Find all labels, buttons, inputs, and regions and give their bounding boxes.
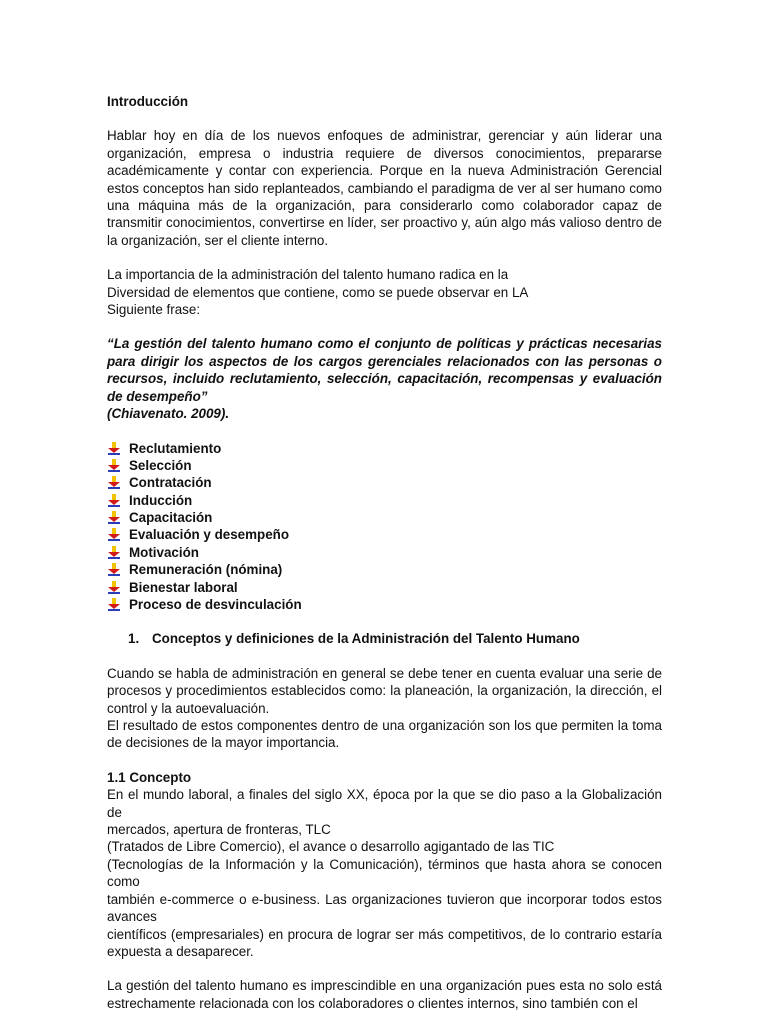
bullet-label: Inducción <box>129 492 193 508</box>
importance-line: Siguiente frase: <box>107 302 201 318</box>
bullet-item <box>107 561 662 578</box>
bullet-label: Reclutamiento <box>129 440 222 456</box>
bullet-list <box>107 440 662 614</box>
arrow-bullet-icon <box>107 476 121 489</box>
citation: (Chiavenato. 2009). <box>107 406 230 422</box>
arrow-bullet-icon <box>107 459 121 472</box>
document-body <box>107 93 662 1012</box>
concept-line: expuesta a desaparecer. <box>107 943 254 959</box>
arrow-bullet-icon <box>107 494 121 507</box>
closing-paragraph: La gestión del talento humano es imprescindible en una organización pues esta no solo está estrechamente relacionada con los colaboradores o clientes internos, sino también con el <box>107 978 662 1011</box>
bullet-item <box>107 509 662 526</box>
result-paragraph: El resultado de estos componentes dentro de una organización son los que permiten la toma de decisiones de la mayor importancia. <box>107 718 662 751</box>
arrow-bullet-icon <box>107 581 121 594</box>
bullet-item <box>107 596 662 613</box>
bullet-item <box>107 457 662 474</box>
admin-paragraph: Cuando se habla de administración en general se debe tener en cuenta evaluar una serie de procesos y procedimientos establecidos como: la planeación, la organización, la dirección, el control y la autoevaluación. <box>107 665 662 716</box>
concept-line: (Tecnologías de la Información y la Comunicación), términos que hasta ahora se conocen como <box>107 856 662 890</box>
section-title: Conceptos y definiciones de la Administración del Talento Humano <box>152 631 580 647</box>
bullet-label: Proceso de desvinculación <box>129 597 302 613</box>
concept-line: científicos (empresariales) en procura de lograr ser más competitivos, de lo contrario estaría <box>107 926 662 942</box>
concept-heading: 1.1 Concepto <box>107 769 192 785</box>
intro-heading: Introducción <box>107 94 189 109</box>
importance-line: La importancia de la administración del talento humano radica en la <box>107 267 509 283</box>
bullet-item <box>107 492 662 509</box>
bullet-label: Remuneración (nómina) <box>129 562 283 578</box>
bullet-item <box>107 579 662 596</box>
importance-line: Diversidad de elementos que contiene, como se puede observar en LA <box>107 284 529 300</box>
bullet-label: Evaluación y desempeño <box>129 527 290 543</box>
arrow-bullet-icon <box>107 442 121 455</box>
quote: “La gestión del talento humano como el conjunto de políticas y prácticas necesarias para dirigir los aspectos de los cargos gerenciales relacionados con las personas o recursos, incluido reclutamiento, selección, capacitación, recompensas y evaluación de desempeño” <box>107 336 662 404</box>
bullet-item <box>107 474 662 491</box>
concept-paragraph <box>107 786 662 960</box>
arrow-bullet-icon <box>107 511 121 524</box>
arrow-bullet-icon <box>107 563 121 576</box>
bullet-label: Bienestar laboral <box>129 579 238 595</box>
section-heading <box>107 630 662 647</box>
bullet-label: Selección <box>129 457 192 473</box>
concept-line: En el mundo laboral, a finales del siglo XX, época por la que se dio paso a la Globalización de <box>107 787 662 820</box>
bullet-item <box>107 440 662 457</box>
arrow-bullet-icon <box>107 598 121 611</box>
bullet-label: Capacitación <box>129 510 213 526</box>
importance-paragraph <box>107 266 662 318</box>
bullet-label: Contratación <box>129 475 212 491</box>
bullet-item <box>107 526 662 543</box>
bullet-label: Motivación <box>129 544 199 560</box>
concept-line: también e-commerce o e-business. Las organizaciones tuvieron que incorporar todos estos avances <box>107 891 662 925</box>
arrow-bullet-icon <box>107 528 121 541</box>
concept-line: mercados, apertura de fronteras, TLC <box>107 822 331 838</box>
concept-line: (Tratados de Libre Comercio), el avance o desarrollo agigantado de las TIC <box>107 839 555 855</box>
section-number: 1. <box>128 631 140 647</box>
arrow-bullet-icon <box>107 546 121 559</box>
intro-paragraph: Hablar hoy en día de los nuevos enfoques de administrar, gerenciar y aún liderar una organización, empresa o industria requiere de diversos conocimientos, prepararse académicamente y contar con experiencia. Porque en la nueva Administración Gerencial estos conceptos han sido replanteados, cambiando el paradigma de ver al ser humano como una máquina más de la organización, para considerarlo como colaborador capaz de transmitir conocimientos, convertirse en líder, ser proactivo y, aún algo más valioso dentro de la organización, ser el cliente interno. <box>107 128 662 248</box>
bullet-item <box>107 544 662 561</box>
